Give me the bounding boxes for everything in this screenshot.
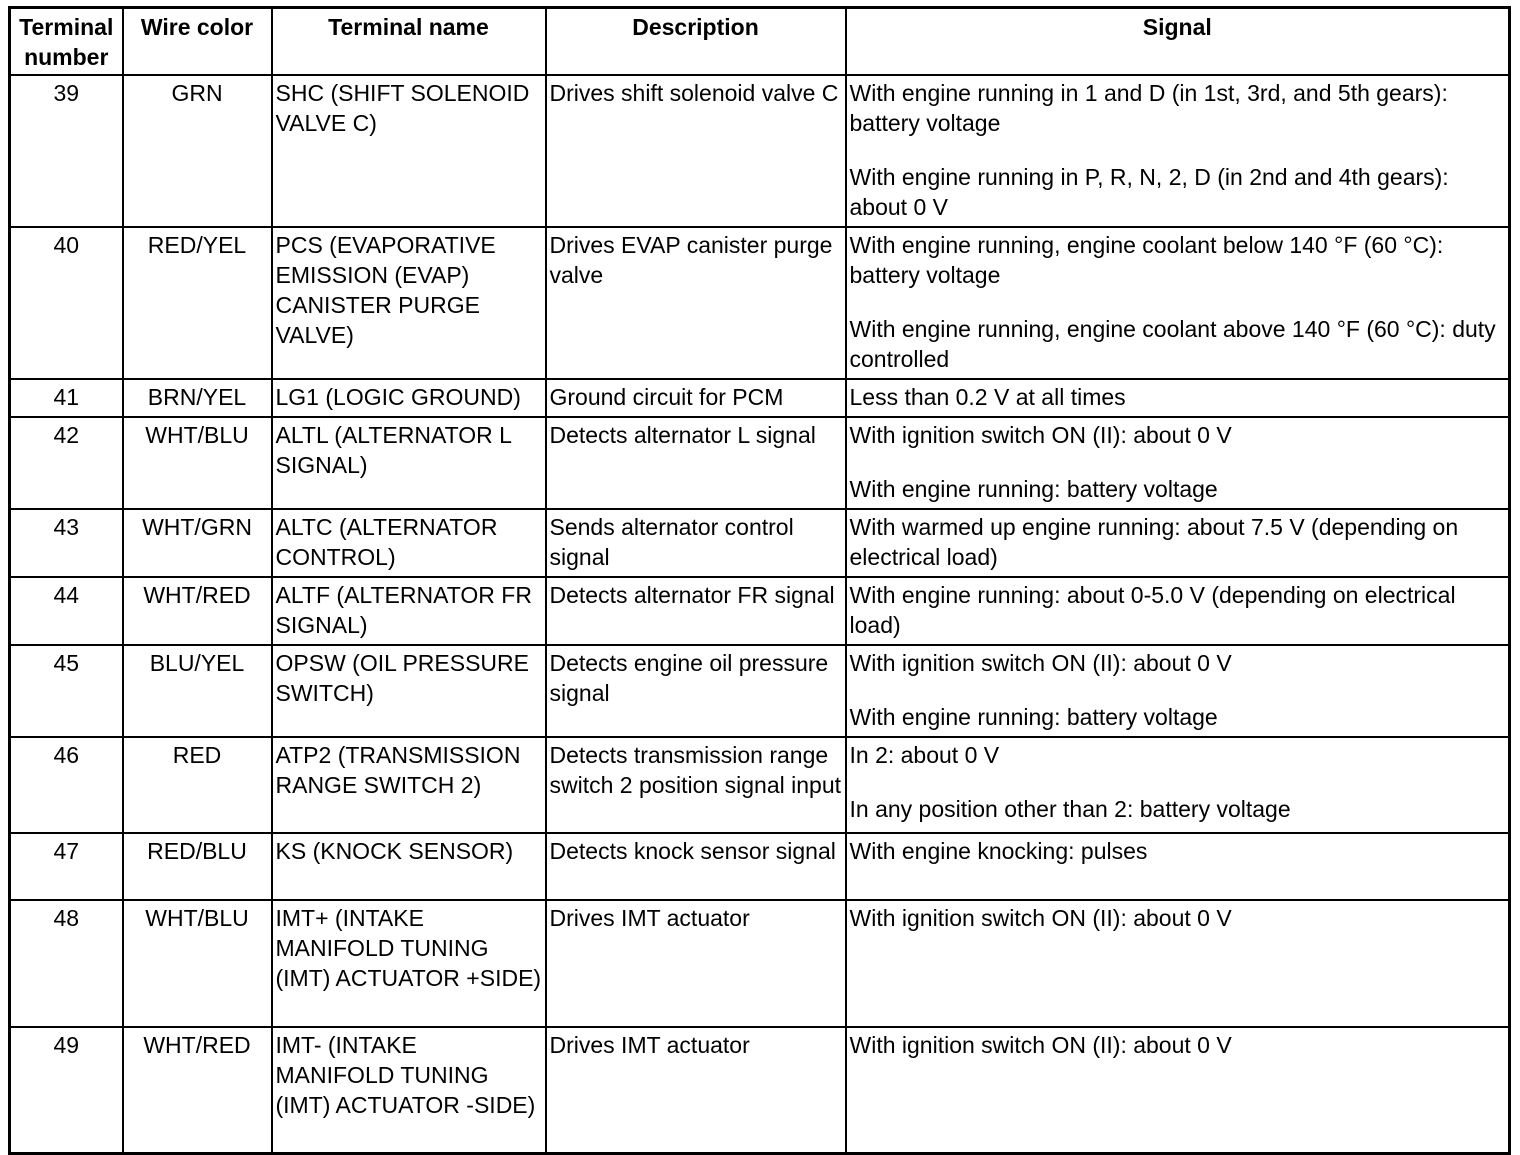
- signal-cell: [846, 645, 1510, 737]
- wire-color-cell: BRN/YEL: [123, 379, 272, 417]
- terminal-name-cell: ALTF (ALTERNATOR FR SIGNAL): [272, 577, 546, 645]
- wire-color-cell: RED/YEL: [123, 227, 272, 379]
- signal-line: In any position other than 2: battery voltage: [849, 796, 1291, 822]
- terminal-name-cell: IMT+ (INTAKE MANIFOLD TUNING (IMT) ACTUATOR +SIDE): [272, 900, 546, 1027]
- wire-color-cell: WHT/RED: [123, 577, 272, 645]
- terminal-number-cell: 40: [10, 227, 123, 379]
- wire-color-cell: WHT/BLU: [123, 900, 272, 1027]
- description-cell: Drives IMT actuator: [546, 1027, 846, 1153]
- header-terminal-number: Terminal number: [10, 8, 123, 76]
- terminal-number-cell: 48: [10, 900, 123, 1027]
- terminal-number-cell: 43: [10, 509, 123, 577]
- signal-line: With engine running, engine coolant above 140 °F (60 °C): duty controlled: [849, 316, 1496, 372]
- header-description: Description: [546, 8, 846, 76]
- description-cell: Drives shift solenoid valve C: [546, 75, 846, 227]
- signal-line: With ignition switch ON (II): about 0 V: [849, 422, 1232, 448]
- table-row: [10, 900, 1510, 1027]
- signal-line: With ignition switch ON (II): about 0 V: [849, 650, 1232, 676]
- terminal-name-cell: OPSW (OIL PRESSURE SWITCH): [272, 645, 546, 737]
- table-header-row: [10, 8, 1510, 76]
- description-cell: Detects knock sensor signal: [546, 833, 846, 900]
- signal-line: With warmed up engine running: about 7.5 V (depending on electrical load): [849, 514, 1459, 570]
- signal-cell: [846, 833, 1510, 900]
- terminal-number-cell: 42: [10, 417, 123, 509]
- terminal-name-cell: KS (KNOCK SENSOR): [272, 833, 546, 900]
- terminal-name-cell: ALTL (ALTERNATOR L SIGNAL): [272, 417, 546, 509]
- terminal-name-cell: SHC (SHIFT SOLENOID VALVE C): [272, 75, 546, 227]
- description-cell: Detects engine oil pressure signal: [546, 645, 846, 737]
- table-row: [10, 577, 1510, 645]
- wire-color-cell: RED: [123, 737, 272, 833]
- signal-cell: [846, 509, 1510, 577]
- table-body: [10, 75, 1510, 1153]
- terminal-table: [8, 6, 1511, 1155]
- header-terminal-name: Terminal name: [272, 8, 546, 76]
- terminal-number-cell: 39: [10, 75, 123, 227]
- signal-line: In 2: about 0 V: [849, 742, 1000, 768]
- table-row: [10, 227, 1510, 379]
- signal-cell: [846, 1027, 1510, 1153]
- table-row: [10, 737, 1510, 833]
- header-wire-color: Wire color: [123, 8, 272, 76]
- header-signal: Signal: [846, 8, 1510, 76]
- wire-color-cell: WHT/RED: [123, 1027, 272, 1153]
- signal-line: With engine running, engine coolant below 140 °F (60 °C): battery voltage: [849, 232, 1444, 288]
- terminal-number-cell: 49: [10, 1027, 123, 1153]
- terminal-name-cell: ALTC (ALTERNATOR CONTROL): [272, 509, 546, 577]
- terminal-name-cell: PCS (EVAPORATIVE EMISSION (EVAP) CANISTER PURGE VALVE): [272, 227, 546, 379]
- terminal-number-cell: 41: [10, 379, 123, 417]
- signal-cell: [846, 227, 1510, 379]
- wire-color-cell: GRN: [123, 75, 272, 227]
- signal-line: Less than 0.2 V at all times: [849, 384, 1126, 410]
- signal-cell: [846, 379, 1510, 417]
- table-row: [10, 75, 1510, 227]
- description-cell: Drives EVAP canister purge valve: [546, 227, 846, 379]
- signal-cell: [846, 737, 1510, 833]
- signal-line: With engine running: about 0-5.0 V (depending on electrical load): [849, 582, 1456, 638]
- description-cell: Detects alternator L signal: [546, 417, 846, 509]
- wire-color-cell: WHT/BLU: [123, 417, 272, 509]
- table-row: [10, 379, 1510, 417]
- terminal-number-cell: 47: [10, 833, 123, 900]
- signal-cell: [846, 417, 1510, 509]
- terminal-name-cell: IMT- (INTAKE MANIFOLD TUNING (IMT) ACTUATOR -SIDE): [272, 1027, 546, 1153]
- description-cell: Ground circuit for PCM: [546, 379, 846, 417]
- wire-color-cell: BLU/YEL: [123, 645, 272, 737]
- terminal-name-cell: ATP2 (TRANSMISSION RANGE SWITCH 2): [272, 737, 546, 833]
- wire-color-cell: WHT/GRN: [123, 509, 272, 577]
- description-cell: Sends alternator control signal: [546, 509, 846, 577]
- signal-line: With ignition switch ON (II): about 0 V: [849, 905, 1232, 931]
- terminal-number-cell: 46: [10, 737, 123, 833]
- terminal-name-cell: LG1 (LOGIC GROUND): [272, 379, 546, 417]
- signal-line: With engine knocking: pulses: [849, 838, 1148, 864]
- signal-line: With ignition switch ON (II): about 0 V: [849, 1032, 1232, 1058]
- table-row: [10, 833, 1510, 900]
- signal-line: With engine running in P, R, N, 2, D (in 2nd and 4th gears): about 0 V: [849, 164, 1449, 220]
- terminal-number-cell: 45: [10, 645, 123, 737]
- signal-line: With engine running in 1 and D (in 1st, 3rd, and 5th gears): battery voltage: [849, 80, 1448, 136]
- description-cell: Detects transmission range switch 2 position signal input: [546, 737, 846, 833]
- description-cell: Detects alternator FR signal: [546, 577, 846, 645]
- description-cell: Drives IMT actuator: [546, 900, 846, 1027]
- table-row: [10, 417, 1510, 509]
- signal-cell: [846, 900, 1510, 1027]
- wire-color-cell: RED/BLU: [123, 833, 272, 900]
- terminal-number-cell: 44: [10, 577, 123, 645]
- signal-line: With engine running: battery voltage: [849, 704, 1218, 730]
- table-row: [10, 509, 1510, 577]
- signal-cell: [846, 75, 1510, 227]
- table-row: [10, 1027, 1510, 1153]
- table-row: [10, 645, 1510, 737]
- signal-cell: [846, 577, 1510, 645]
- signal-line: With engine running: battery voltage: [849, 476, 1218, 502]
